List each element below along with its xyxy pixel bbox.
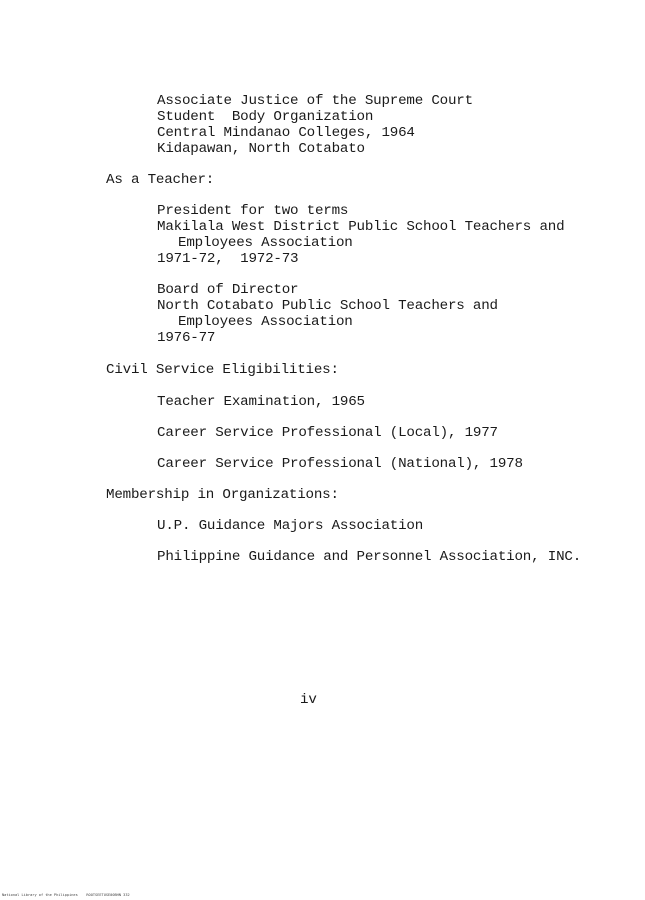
page-number: iv (300, 692, 317, 708)
membership-line: U.P. Guidance Majors Association (157, 518, 424, 534)
eligibility-line: Teacher Examination, 1965 (157, 394, 365, 410)
teacher-line: President for two terms (157, 203, 349, 219)
membership-line: Philippine Guidance and Personnel Association, INC. (157, 549, 582, 565)
teacher-line: Employees Association (178, 314, 353, 330)
eligibility-line: Career Service Professional (Local), 1977 (157, 425, 498, 441)
activity-line: Student Body Organization (157, 109, 374, 125)
eligibility-line: Career Service Professional (National), 1978 (157, 456, 523, 472)
teacher-line: North Cotabato Public School Teachers and (157, 298, 498, 314)
teacher-line: Board of Director (157, 282, 299, 298)
activity-line: Associate Justice of the Supreme Court (157, 93, 473, 109)
activity-line: Kidapawan, North Cotabato (157, 141, 365, 157)
activity-line: Central Mindanao Colleges, 1964 (157, 125, 415, 141)
teacher-line: 1976-77 (157, 330, 216, 346)
footer-scan-label: National Library of the Philippines ROOTSEETUSE00BHN 332 (2, 893, 130, 897)
section-heading-civil-service: Civil Service Eligibilities: (106, 362, 339, 378)
teacher-line: Makilala West District Public School Teachers and (157, 219, 565, 235)
teacher-line: Employees Association (178, 235, 353, 251)
section-heading-teacher: As a Teacher: (106, 172, 215, 188)
teacher-line: 1971-72, 1972-73 (157, 251, 299, 267)
section-heading-membership: Membership in Organizations: (106, 487, 339, 503)
